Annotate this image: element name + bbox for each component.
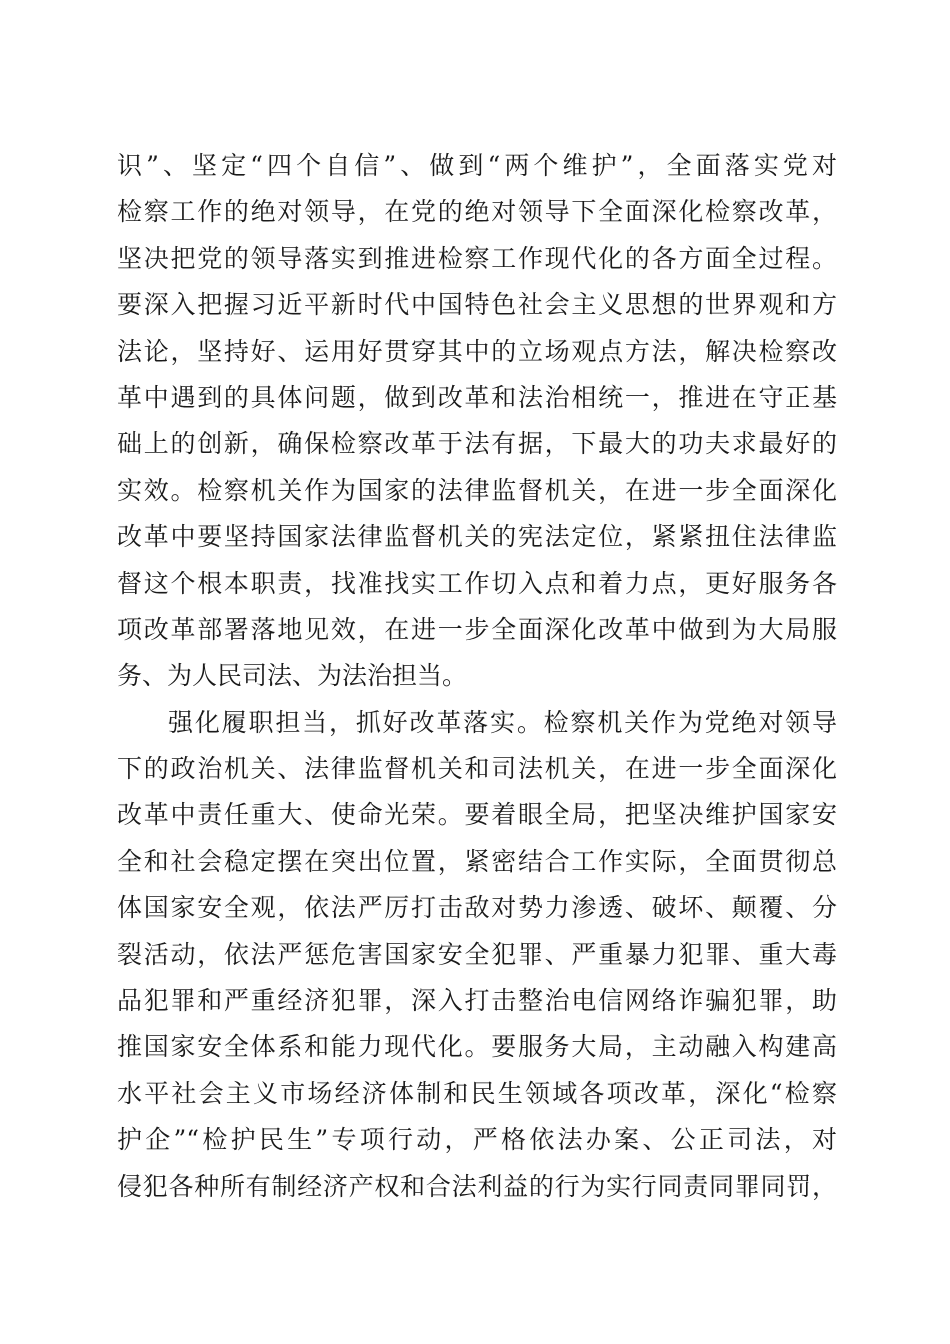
text-line: 全和社会稳定摆在突出位置，紧密结合工作实际，全面贯彻总 <box>117 846 837 876</box>
text-line: 侵犯各种所有制经济产权和合法利益的行为实行同责同罪同罚， <box>117 1171 837 1201</box>
text-line: 础上的创新，确保检察改革于法有据，下最大的功夫求最好的 <box>117 429 837 459</box>
text-line: 法论，坚持好、运用好贯穿其中的立场观点方法，解决检察改 <box>117 336 837 366</box>
text-line: 强化履职担当，抓好改革落实。检察机关作为党绝对领导 <box>168 707 837 737</box>
text-line: 革中遇到的具体问题，做到改革和法治相统一，推进在守正基 <box>117 382 837 412</box>
text-line: 坚决把党的领导落实到推进检察工作现代化的各方面全过程。 <box>117 243 837 273</box>
text-line: 要深入把握习近平新时代中国特色社会主义思想的世界观和方 <box>117 290 837 320</box>
text-line: 裂活动，依法严惩危害国家安全犯罪、严重暴力犯罪、重大毒 <box>117 939 837 969</box>
text-line: 体国家安全观，依法严厉打击敌对势力渗透、破坏、颠覆、分 <box>117 893 837 923</box>
text-line: 水平社会主义市场经济体制和民生领域各项改革，深化“检察 <box>117 1078 837 1108</box>
text-line: 推国家安全体系和能力现代化。要服务大局，主动融入构建高 <box>117 1032 837 1062</box>
text-line: 督这个根本职责，找准找实工作切入点和着力点，更好服务各 <box>117 568 837 598</box>
text-line: 护企”“检护民生”专项行动，严格依法办案、公正司法，对 <box>117 1125 837 1155</box>
text-line: 务、为人民司法、为法治担当。 <box>117 661 468 691</box>
body-text <box>117 143 837 1210</box>
text-line: 项改革部署落地见效，在进一步全面深化改革中做到为大局服 <box>117 614 837 644</box>
text-line: 改革中责任重大、使命光荣。要着眼全局，把坚决维护国家安 <box>117 800 837 830</box>
text-line: 检察工作的绝对领导，在党的绝对领导下全面深化检察改革， <box>117 197 837 227</box>
text-line: 改革中要坚持国家法律监督机关的宪法定位，紧紧扭住法律监 <box>117 522 837 552</box>
text-line: 识”、坚定“四个自信”、做到“两个维护”，全面落实党对 <box>117 151 837 180</box>
text-line: 品犯罪和严重经济犯罪，深入打击整治电信网络诈骗犯罪，助 <box>117 986 837 1016</box>
text-line: 下的政治机关、法律监督机关和司法机关，在进一步全面深化 <box>117 754 837 784</box>
text-line: 实效。检察机关作为国家的法律监督机关，在进一步全面深化 <box>117 475 837 505</box>
